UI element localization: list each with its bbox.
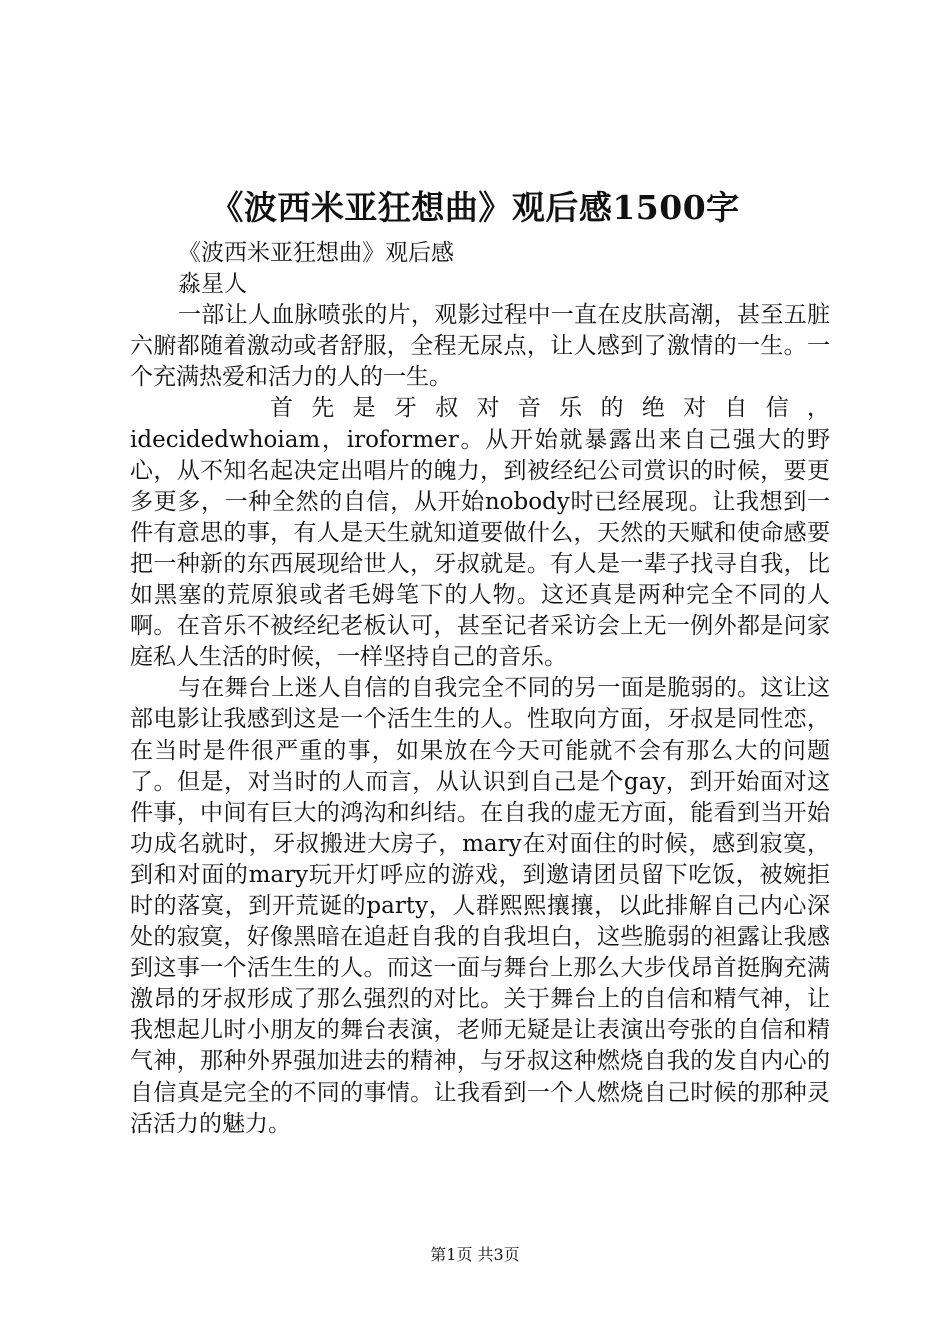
document-author: 淼星人	[178, 271, 247, 298]
paragraph-3: 与在舞台上迷人自信的自我完全不同的另一面是脆弱的。这让这部电影让我感到这是一个活生生的人。性取向方面，牙叔是同性恋，在当时是件很严重的事，如果放在今天可能就不会有那么大的问题了。但是，对当时的人而言，从认识到自己是个gay，到开始面对这件事，中间有巨大的鸿沟和纠结。在自我的虚无方面，能看到当开始功成名就时，牙叔搬进大房子，mary在对面住的时候，感到寂寞，到和对面的mary玩开灯呼应的游戏，到邀请团员留下吃饭，被婉拒时的落寞，到开荒诞的party，人群熙熙攘攘，以此排解自己内心深处的寂寞，好像黑暗在追赶自我的自我坦白，这些脆弱的袒露让我感到这事一个活生生的人。而这一面与舞台上那么大步伐昂首挺胸充满激昂的牙叔形成了那么强烈的对比。关于舞台上的自信和精气神，让我想起儿时小朋友的舞台表演，老师无疑是让表演出夸张的自信和精气神，那种外界强加进去的精神，与牙叔这种燃烧自我的发自内心的自信真是完全的不同的事情。让我看到一个人燃烧自己时候的那种灵活活力的魅力。	[130, 675, 830, 1137]
document-title: 《波西米亚狂想曲》观后感1500字	[210, 188, 740, 227]
paragraph-1: 一部让人血脉喷张的片，观影过程中一直在皮肤高潮，甚至五脏六腑都随着激动或者舒服，全程无尿点，让人感到了激情的一生。一个充满热爱和活力的人的一生。	[130, 302, 830, 391]
paragraph-2: idecidedwhoiam，iroformer。从开始就暴露出来自己强大的野心，从不知名起决定出唱片的魄力，到被经纪公司赏识的时候，要更多更多，一种全然的自信，从开始nobody时已经展现。让我想到一件有意思的事，有人是天生就知道要做什么，天然的天赋和使命感要把一种新的东西展现给世人，牙叔就是。有人是一辈子找寻自我，比如黑塞的荒原狼或者毛姆笔下的人物。这还真是两种完全不同的人啊。在音乐不被经纪老板认可，甚至记者采访会上无一例外都是问家庭私人生活的时候，一样坚持自己的音乐。	[130, 426, 830, 671]
page-number: 第1页 共3页	[430, 1245, 520, 1264]
paragraph-2-lead: 首先是牙叔对音乐的绝对自信，	[270, 395, 830, 422]
document-subtitle: 《波西米亚狂想曲》观后感	[178, 240, 454, 266]
document-body	[130, 238, 830, 1140]
